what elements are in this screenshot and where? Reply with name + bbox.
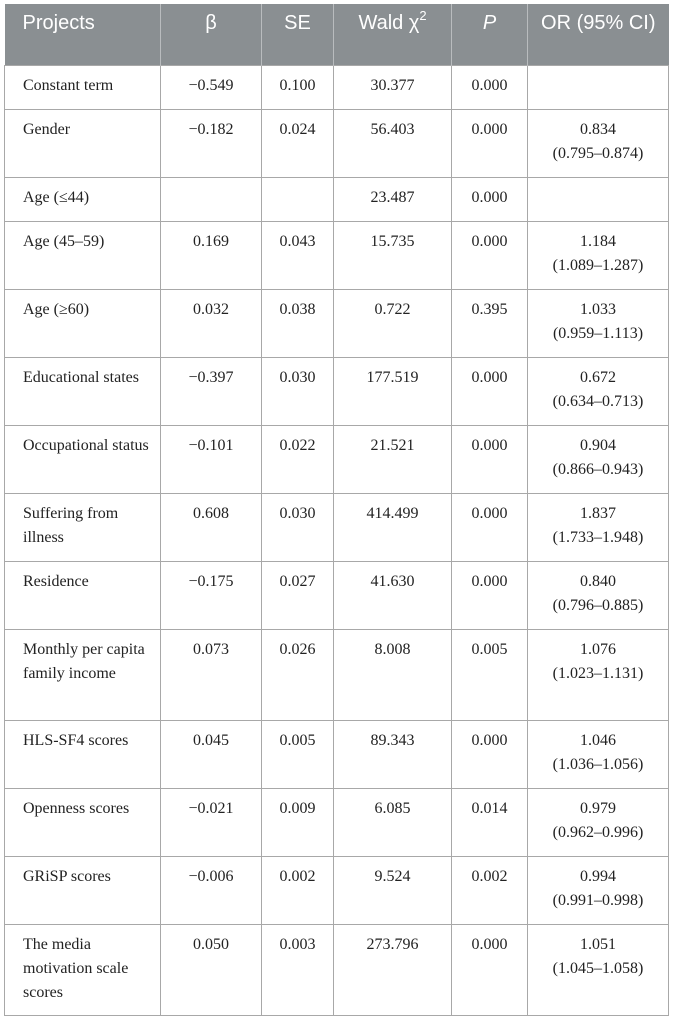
cell-se: 0.003	[262, 924, 334, 1015]
table-header	[5, 4, 669, 65]
cell-or-ci: (1.089–1.287)	[552, 256, 644, 274]
cell-p: 0.000	[452, 177, 528, 221]
cell-or	[528, 425, 669, 493]
cell-se: 0.030	[262, 493, 334, 561]
cell-or-ci: (1.036–1.056)	[552, 755, 644, 773]
cell-beta: −0.397	[161, 357, 262, 425]
table-row	[5, 924, 669, 1015]
cell-se: 0.027	[262, 561, 334, 629]
header-wald-sup: 2	[419, 8, 427, 23]
header-wald	[334, 4, 452, 65]
header-beta: β	[161, 4, 262, 65]
table-row	[5, 177, 669, 221]
header-projects: Projects	[5, 4, 161, 65]
cell-project: Educational states	[5, 357, 161, 425]
cell-project: Residence	[5, 561, 161, 629]
cell-project: Constant term	[5, 65, 161, 109]
table-row	[5, 425, 669, 493]
cell-or	[528, 109, 669, 177]
cell-beta: 0.050	[161, 924, 262, 1015]
cell-p: 0.000	[452, 561, 528, 629]
header-se: SE	[262, 4, 334, 65]
cell-wald: 15.735	[334, 221, 452, 289]
cell-or-value: 0.840	[580, 572, 616, 590]
cell-project: Gender	[5, 109, 161, 177]
cell-project: GRiSP scores	[5, 856, 161, 924]
cell-or-value: 1.076	[580, 640, 616, 658]
cell-or-ci: (1.733–1.948)	[552, 528, 644, 546]
cell-beta: −0.021	[161, 788, 262, 856]
cell-p: 0.000	[452, 720, 528, 788]
cell-or-value: 0.904	[580, 436, 616, 454]
cell-or-value: 1.837	[580, 504, 616, 522]
cell-beta: −0.175	[161, 561, 262, 629]
cell-or-value: 1.184	[580, 232, 616, 250]
table-row	[5, 221, 669, 289]
cell-beta: −0.182	[161, 109, 262, 177]
cell-se: 0.024	[262, 109, 334, 177]
table-row	[5, 720, 669, 788]
cell-beta: 0.608	[161, 493, 262, 561]
header-p-label: P	[482, 12, 497, 34]
cell-p: 0.000	[452, 221, 528, 289]
cell-or-ci: (1.023–1.131)	[552, 664, 644, 682]
cell-or	[528, 493, 669, 561]
cell-wald: 41.630	[334, 561, 452, 629]
table-body	[5, 65, 669, 1015]
cell-wald: 273.796	[334, 924, 452, 1015]
cell-or	[528, 561, 669, 629]
cell-beta: −0.549	[161, 65, 262, 109]
cell-wald: 177.519	[334, 357, 452, 425]
cell-or	[528, 924, 669, 1015]
cell-beta: 0.045	[161, 720, 262, 788]
cell-project: Monthly per capita family income	[5, 629, 161, 720]
cell-wald: 21.521	[334, 425, 452, 493]
cell-p: 0.000	[452, 924, 528, 1015]
cell-p: 0.000	[452, 109, 528, 177]
cell-wald: 6.085	[334, 788, 452, 856]
cell-se: 0.100	[262, 65, 334, 109]
table-row	[5, 357, 669, 425]
cell-wald: 23.487	[334, 177, 452, 221]
cell-or-value: 0.672	[580, 368, 616, 386]
cell-or	[528, 289, 669, 357]
cell-wald: 89.343	[334, 720, 452, 788]
cell-project: Openness scores	[5, 788, 161, 856]
cell-or-ci: (0.959–1.113)	[552, 324, 644, 342]
cell-p: 0.000	[452, 493, 528, 561]
cell-beta: −0.006	[161, 856, 262, 924]
cell-project: Age (≤44)	[5, 177, 161, 221]
cell-or-value: 0.994	[580, 867, 616, 885]
cell-se: 0.005	[262, 720, 334, 788]
table-row	[5, 788, 669, 856]
cell-or	[528, 629, 669, 720]
cell-project: HLS-SF4 scores	[5, 720, 161, 788]
cell-project: Suffering from illness	[5, 493, 161, 561]
cell-p: 0.395	[452, 289, 528, 357]
regression-table	[4, 4, 669, 1016]
cell-project: The media motivation scale scores	[5, 924, 161, 1015]
cell-project: Age (45–59)	[5, 221, 161, 289]
cell-or-ci: (0.962–0.996)	[552, 823, 644, 841]
cell-or	[528, 357, 669, 425]
cell-wald: 30.377	[334, 65, 452, 109]
cell-project: Occupational status	[5, 425, 161, 493]
cell-p: 0.002	[452, 856, 528, 924]
cell-or	[528, 221, 669, 289]
table-row	[5, 289, 669, 357]
cell-wald: 414.499	[334, 493, 452, 561]
cell-beta: 0.073	[161, 629, 262, 720]
cell-p: 0.000	[452, 357, 528, 425]
cell-or	[528, 788, 669, 856]
cell-or	[528, 65, 669, 109]
cell-p: 0.000	[452, 65, 528, 109]
cell-or-value: 1.051	[580, 935, 616, 953]
cell-beta: −0.101	[161, 425, 262, 493]
cell-se: 0.043	[262, 221, 334, 289]
cell-or	[528, 856, 669, 924]
cell-p: 0.014	[452, 788, 528, 856]
header-or: OR (95% CI)	[528, 4, 669, 65]
cell-wald: 9.524	[334, 856, 452, 924]
cell-or-value: 1.033	[580, 300, 616, 318]
cell-p: 0.000	[452, 425, 528, 493]
cell-or-ci: (0.866–0.943)	[552, 460, 644, 478]
cell-wald: 56.403	[334, 109, 452, 177]
cell-se: 0.026	[262, 629, 334, 720]
cell-se: 0.009	[262, 788, 334, 856]
cell-se	[262, 177, 334, 221]
cell-beta: 0.032	[161, 289, 262, 357]
table-row	[5, 65, 669, 109]
cell-se: 0.022	[262, 425, 334, 493]
cell-or-value: 1.046	[580, 731, 616, 749]
cell-or	[528, 720, 669, 788]
cell-project: Age (≥60)	[5, 289, 161, 357]
header-wald-label: Wald χ	[358, 12, 420, 34]
cell-or-value: 0.834	[580, 120, 616, 138]
cell-wald: 0.722	[334, 289, 452, 357]
table-row	[5, 109, 669, 177]
cell-or	[528, 177, 669, 221]
table-row	[5, 493, 669, 561]
cell-wald: 8.008	[334, 629, 452, 720]
cell-or-ci: (0.991–0.998)	[552, 891, 644, 909]
table-row	[5, 561, 669, 629]
cell-p: 0.005	[452, 629, 528, 720]
cell-se: 0.002	[262, 856, 334, 924]
header-p	[452, 4, 528, 65]
cell-or-ci: (1.045–1.058)	[552, 959, 644, 977]
table-row	[5, 856, 669, 924]
table-row	[5, 629, 669, 720]
cell-or-value: 0.979	[580, 799, 616, 817]
cell-beta: 0.169	[161, 221, 262, 289]
cell-se: 0.030	[262, 357, 334, 425]
cell-se: 0.038	[262, 289, 334, 357]
cell-or-ci: (0.634–0.713)	[552, 392, 644, 410]
cell-or-ci: (0.795–0.874)	[552, 144, 644, 162]
cell-beta	[161, 177, 262, 221]
cell-or-ci: (0.796–0.885)	[552, 596, 644, 614]
